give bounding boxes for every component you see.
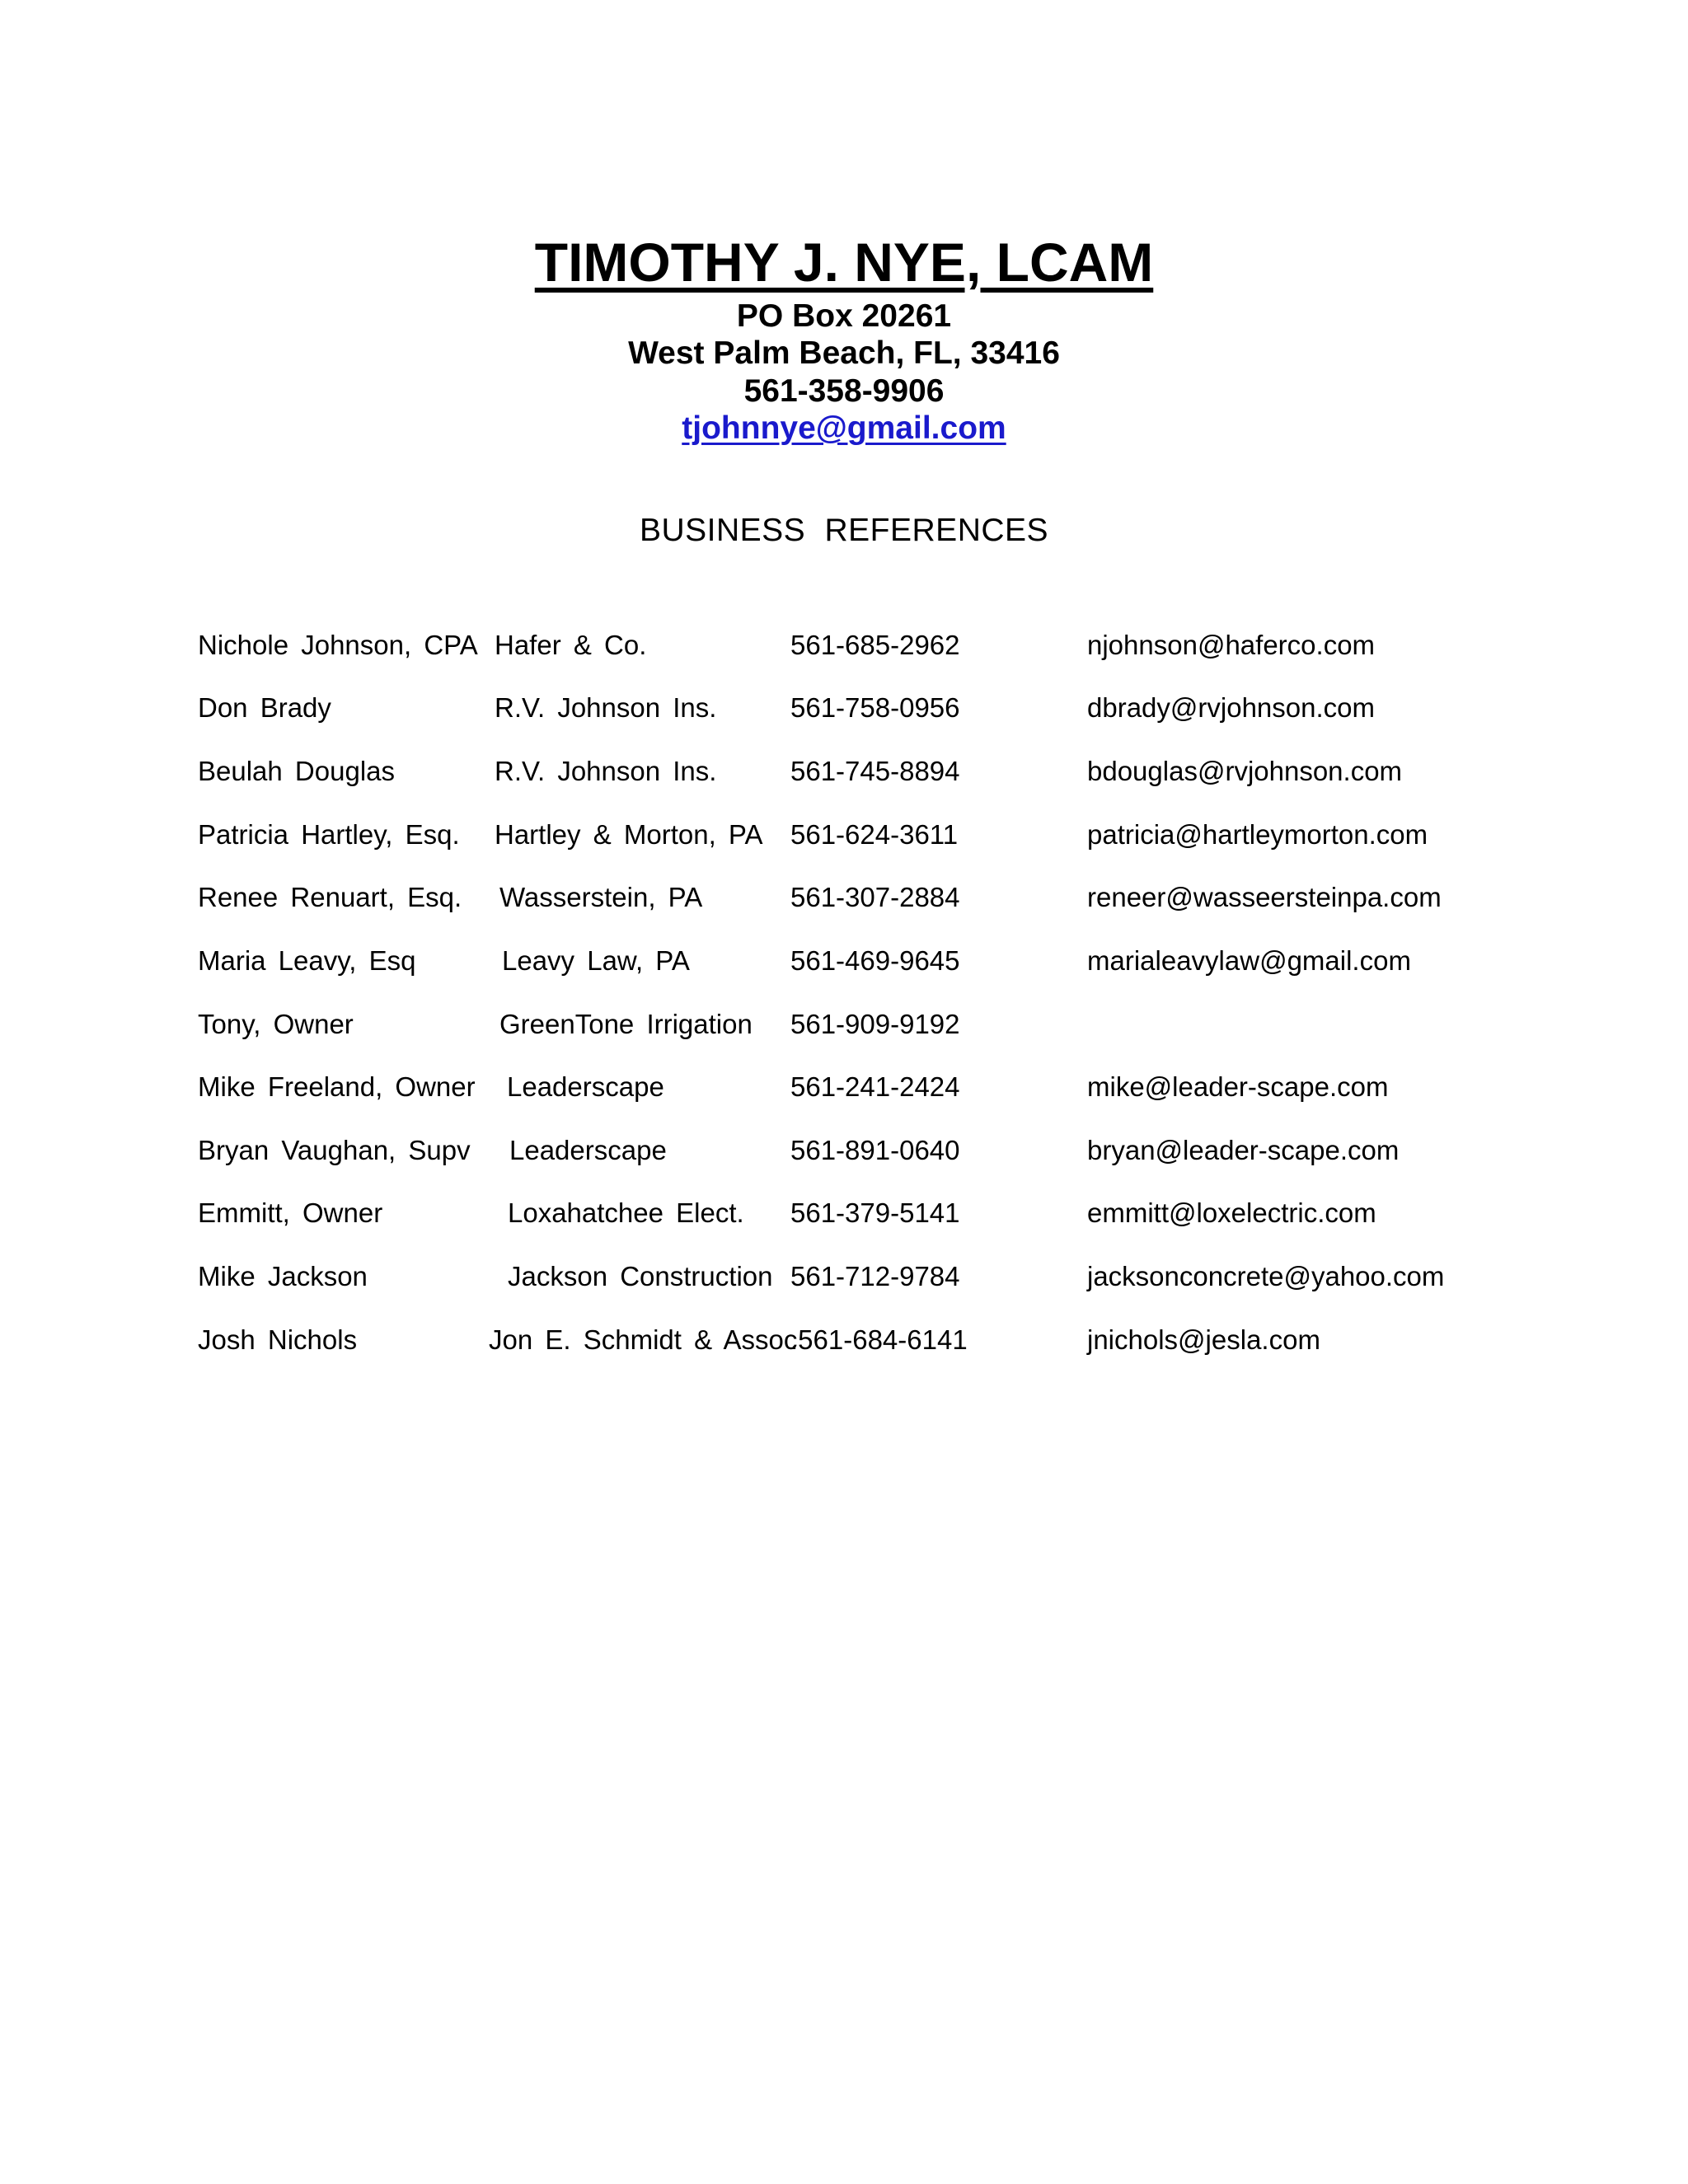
reference-phone: 561-745-8894 <box>790 756 960 786</box>
list-item <box>0 814 1688 855</box>
contact-email-link[interactable]: tjohnnye@gmail.com <box>682 410 1006 446</box>
reference-phone: 561-685-2962 <box>790 630 960 660</box>
reference-company: Jackson Construction <box>508 1261 773 1291</box>
reference-phone: 561-241-2424 <box>790 1071 960 1102</box>
reference-company: Leaderscape <box>509 1135 667 1165</box>
list-item <box>0 877 1688 918</box>
reference-company: R.V. Johnson Ins. <box>495 756 717 786</box>
reference-email: reneer@wasseersteinpa.com <box>1087 882 1442 912</box>
reference-name: Renee Renuart, Esq. <box>198 882 462 912</box>
reference-phone: 561-891-0640 <box>790 1135 960 1165</box>
reference-name: Don Brady <box>198 692 331 723</box>
reference-phone: 561-909-9192 <box>790 1009 960 1039</box>
reference-company: Wasserstein, PA <box>499 882 703 912</box>
reference-email: bryan@leader-scape.com <box>1087 1135 1400 1165</box>
reference-phone: .561-684-6141 <box>790 1324 968 1355</box>
reference-phone: 561-624-3611 <box>790 819 959 850</box>
list-item <box>0 625 1688 666</box>
reference-email: bdouglas@rvjohnson.com <box>1087 756 1403 786</box>
list-item <box>0 687 1688 729</box>
reference-company: Jon E. Schmidt & Assoc <box>489 1324 798 1355</box>
reference-phone: 561-307-2884 <box>790 882 960 912</box>
contact-phone: 561-358-9906 <box>743 373 945 409</box>
reference-email: patricia@hartleymorton.com <box>1087 819 1428 850</box>
po-box-address: PO Box 20261 <box>736 298 952 334</box>
reference-email: marialeavylaw@gmail.com <box>1087 945 1411 976</box>
reference-company: Loxahatchee Elect. <box>508 1197 744 1228</box>
reference-email: jnichols@jesla.com <box>1087 1324 1320 1355</box>
reference-name: Mike Freeland, Owner <box>198 1071 476 1102</box>
reference-name: Maria Leavy, Esq <box>198 945 416 976</box>
list-item <box>0 1066 1688 1108</box>
reference-name: Bryan Vaughan, Supv <box>198 1135 471 1165</box>
section-title: BUSINESS REFERENCES <box>639 513 1049 548</box>
reference-email: mike@leader-scape.com <box>1087 1071 1389 1102</box>
reference-company: Leaderscape <box>507 1071 664 1102</box>
list-item <box>0 1004 1688 1045</box>
reference-email: njohnson@haferco.com <box>1087 630 1376 660</box>
reference-name: Patricia Hartley, Esq. <box>198 819 460 850</box>
reference-company: GreenTone Irrigation <box>499 1009 753 1039</box>
reference-phone: 561-758-0956 <box>790 692 960 723</box>
reference-company: Hafer & Co. <box>495 630 647 660</box>
list-item <box>0 1130 1688 1171</box>
list-item <box>0 751 1688 792</box>
reference-phone: 561-379-5141 <box>790 1197 960 1228</box>
reference-name: Emmitt, Owner <box>198 1197 383 1228</box>
list-item <box>0 940 1688 982</box>
reference-name: Josh Nichols <box>198 1324 358 1355</box>
reference-email: jacksonconcrete@yahoo.com <box>1087 1261 1445 1291</box>
list-item <box>0 1319 1688 1361</box>
reference-name: Beulah Douglas <box>198 756 395 786</box>
reference-email: emmitt@loxelectric.com <box>1087 1197 1376 1228</box>
reference-phone: 561-712-9784 <box>790 1261 960 1291</box>
reference-name: Mike Jackson <box>198 1261 368 1291</box>
reference-company: Leavy Law, PA <box>502 945 690 976</box>
reference-company: R.V. Johnson Ins. <box>495 692 717 723</box>
list-item <box>0 1193 1688 1234</box>
reference-email: dbrady@rvjohnson.com <box>1087 692 1375 723</box>
reference-company: Hartley & Morton, PA <box>495 819 763 850</box>
reference-phone: 561-469-9645 <box>790 945 960 976</box>
city-address: West Palm Beach, FL, 33416 <box>628 335 1060 371</box>
page-title: TIMOTHY J. NYE, LCAM <box>534 232 1154 293</box>
list-item <box>0 1256 1688 1297</box>
reference-name: Tony, Owner <box>198 1009 354 1039</box>
reference-name: Nichole Johnson, CPA <box>198 630 478 660</box>
